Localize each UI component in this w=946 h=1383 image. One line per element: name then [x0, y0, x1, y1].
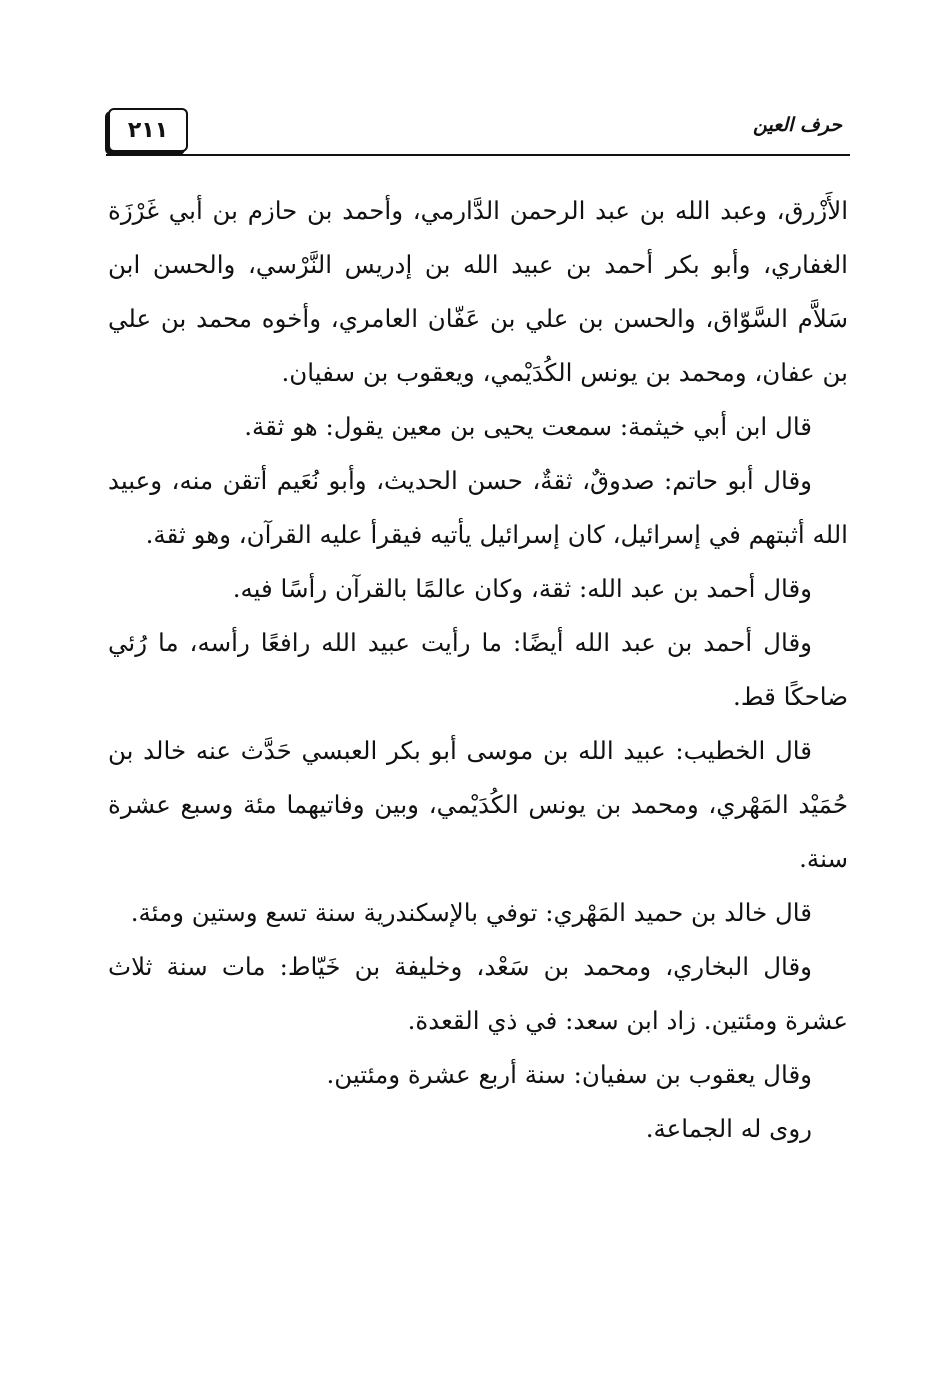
paragraph-7: قال خالد بن حميد المَهْري: توفي بالإسكندرية سنة تسع وستين ومئة. [130, 898, 812, 927]
paragraph-1: الأَزْرق، وعبد الله بن عبد الرحمن الدَّارمي، وأحمد بن حازم بن أبي غَرْزَة الغفاري، وأبو بكر أحمد بن عبيد الله بن إدريس النَّرْسي، والحسن ابن سَلاَّم السَّوّاق، والحسن بن علي بن عَفّان العامري، وأخوه محمد بن علي بن عفان، ومحمد بن يونس الكُدَيْمي، ويعقوب بن سفيان. [108, 196, 848, 387]
page-header [106, 104, 850, 156]
header-divider [106, 154, 850, 156]
paragraph-6: قال الخطيب: عبيد الله بن موسى أبو بكر العبسي حَدَّث عنه خالد بن حُمَيْد المَهْري، ومحمد بن يونس الكُدَيْمي، وبين وفاتيهما مئة وسبع عشرة سنة. [108, 736, 848, 873]
paragraph-2: قال ابن أبي خيثمة: سمعت يحيى بن معين يقول: هو ثقة. [244, 412, 812, 441]
paragraph-9: وقال يعقوب بن سفيان: سنة أربع عشرة ومئتين. [326, 1060, 812, 1089]
page-number: ٢١١ [108, 108, 188, 152]
paragraph-8: وقال البخاري، ومحمد بن سَعْد، وخليفة بن خَيّاط: مات سنة ثلاث عشرة ومئتين. زاد ابن سعد: في ذي القعدة. [108, 952, 848, 1035]
body-text [108, 184, 848, 1156]
paragraph-5: وقال أحمد بن عبد الله أيضًا: ما رأيت عبيد الله رافعًا رأسه، ما رُئي ضاحكًا قط. [108, 628, 848, 711]
running-title: حرف العين [753, 114, 842, 136]
paragraph-3: وقال أبو حاتم: صدوقٌ، ثقةٌ، حسن الحديث، وأبو نُعَيم أتقن منه، وعبيد الله أثبتهم في إسرائيل، كان إسرائيل يأتيه فيقرأ عليه القرآن، وهو ثقة. [108, 466, 848, 549]
paragraph-4: وقال أحمد بن عبد الله: ثقة، وكان عالمًا بالقرآن رأسًا فيه. [232, 574, 812, 603]
paragraph-10: روى له الجماعة. [645, 1114, 812, 1143]
